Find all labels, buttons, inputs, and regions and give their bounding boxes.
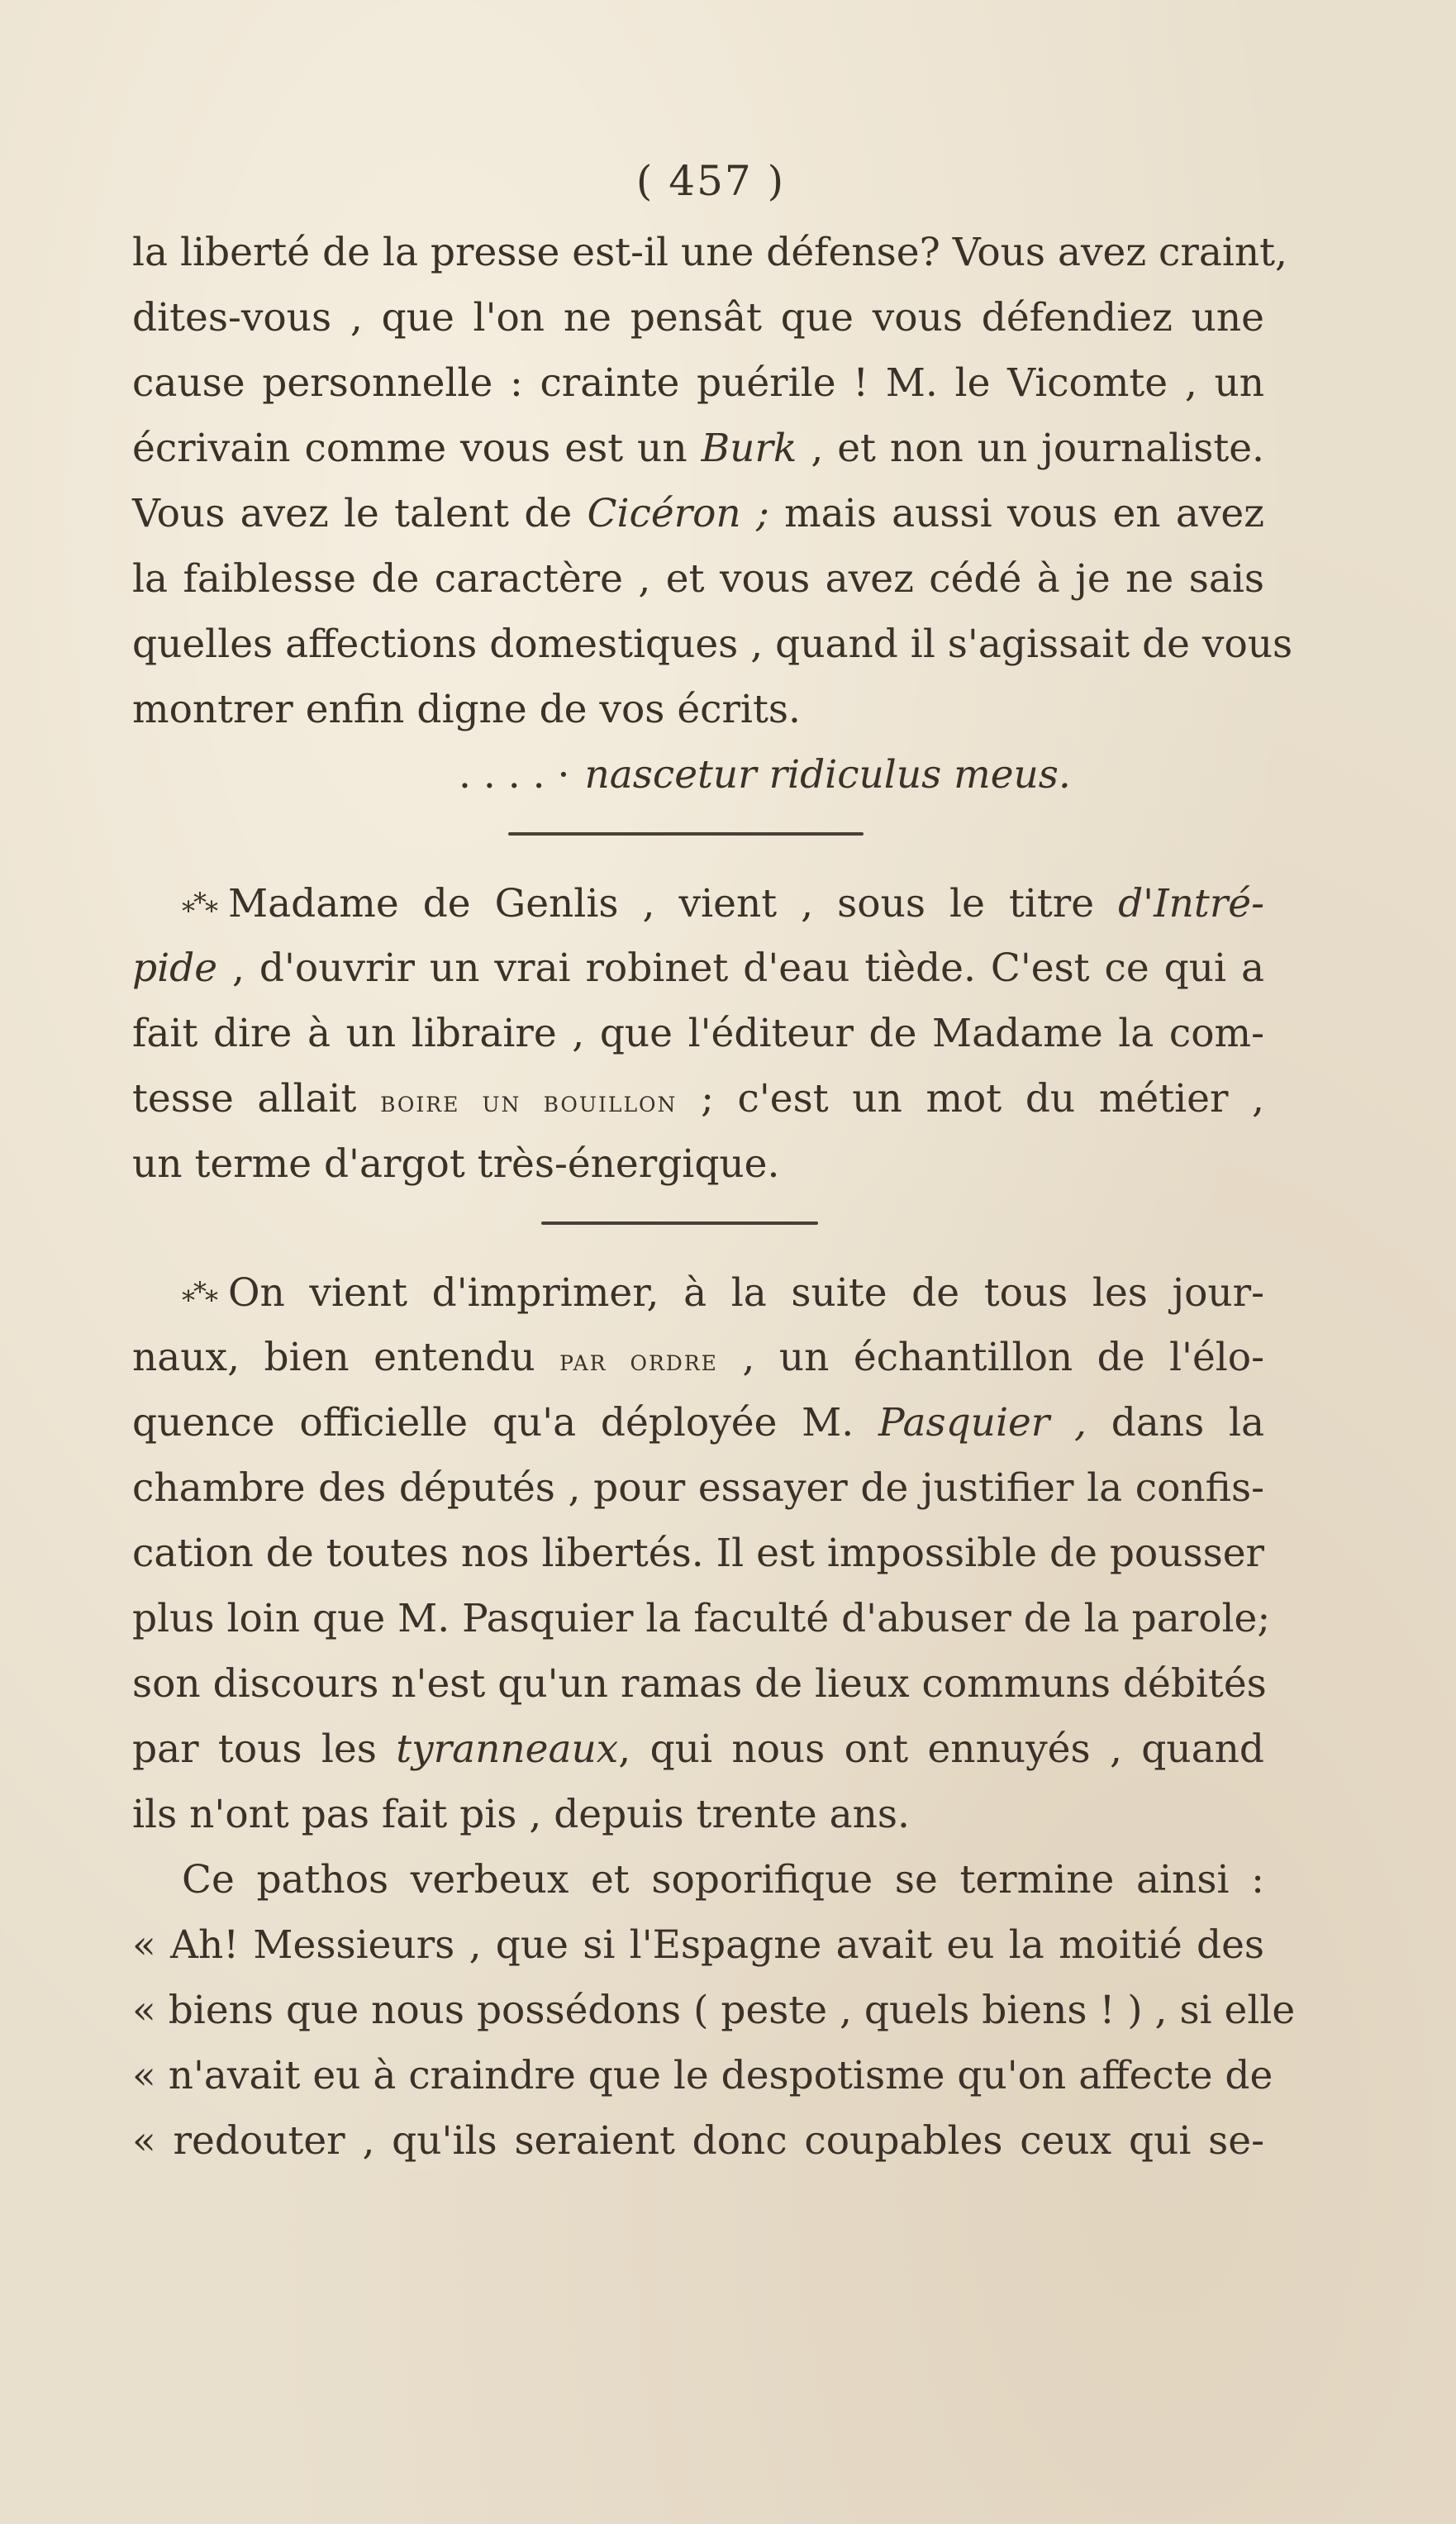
latin-quote bbox=[132, 742, 1264, 807]
italic-title: pide bbox=[132, 945, 218, 991]
text-line: chambre des députés , pour essayer de justifier la confis- bbox=[132, 1465, 1264, 1511]
text-span: , qui nous ont ennuyés , quand bbox=[618, 1726, 1264, 1772]
quote-text: nascetur ridiculus meus. bbox=[584, 752, 1071, 798]
text-line bbox=[132, 936, 1264, 1001]
text-line: quelles affections domestiques , quand il s'agissait de vous bbox=[132, 621, 1293, 667]
text-line bbox=[132, 1390, 1264, 1455]
italic-word: tyranneaux bbox=[396, 1726, 619, 1772]
section-divider bbox=[508, 832, 864, 836]
text-span: , et non un journaliste. bbox=[797, 426, 1264, 471]
text-line bbox=[132, 1717, 1264, 1782]
quote-dots: . . . . · bbox=[459, 752, 570, 798]
asterism-icon: ⁎*⁎ bbox=[182, 887, 216, 918]
text-line bbox=[132, 481, 1264, 546]
text-span: dans la bbox=[1086, 1400, 1264, 1445]
text-span: quence officielle qu'a déployée M. bbox=[132, 1400, 878, 1445]
text-span: par tous les bbox=[132, 1726, 397, 1772]
paragraph-4 bbox=[132, 1847, 1296, 2174]
text-line: Ce pathos verbeux et soporifique se termine ainsi : bbox=[182, 1857, 1264, 1903]
page-number: ( 457 ) bbox=[635, 157, 786, 205]
section-divider bbox=[541, 1222, 818, 1225]
text-span: , d'ouvrir un vrai robinet d'eau tiède. C'est ce qui a bbox=[217, 945, 1264, 991]
italic-name-pasquier: Pasquier , bbox=[878, 1400, 1087, 1445]
italic-name-burk: Burk bbox=[701, 426, 797, 471]
text-line: fait dire à un libraire , que l'éditeur de Madame la com- bbox=[132, 1011, 1264, 1056]
paragraph-1 bbox=[132, 220, 1293, 807]
text-span: tesse allait bbox=[132, 1076, 381, 1122]
text-line: « Ah! Messieurs , que si l'Espagne avait eu la moitié des bbox=[132, 1922, 1264, 1968]
text-line: montrer enfin digne de vos écrits. bbox=[132, 687, 801, 732]
text-line: ils n'ont pas fait pis , depuis trente ans. bbox=[132, 1792, 910, 1837]
paragraph-3 bbox=[132, 1260, 1271, 1847]
text-line: la faiblesse de caractère , et vous avez cédé à je ne sais bbox=[132, 556, 1264, 602]
text-line: « n'avait eu à craindre que le despotisme qu'on affecte de bbox=[132, 2053, 1273, 2098]
text-line bbox=[132, 870, 1264, 936]
small-caps-phrase: par ordre bbox=[559, 1344, 718, 1378]
text-line: la liberté de la presse est-il une défense? Vous avez craint, bbox=[132, 230, 1287, 275]
book-page bbox=[132, 157, 1296, 2174]
text-span: écrivain comme vous est un bbox=[132, 426, 702, 471]
paragraph-2 bbox=[132, 870, 1264, 1197]
text-line bbox=[132, 1260, 1264, 1325]
text-line: « redouter , qu'ils seraient donc coupables ceux qui se- bbox=[132, 2118, 1264, 2164]
text-line: « biens que nous possédons ( peste , quels biens ! ) , si elle bbox=[132, 1988, 1296, 2033]
text-line: cause personnelle : crainte puérile ! M. le Vicomte , un bbox=[132, 360, 1264, 406]
text-line bbox=[132, 416, 1264, 481]
text-line: son discours n'est qu'un ramas de lieux communs débités bbox=[132, 1661, 1267, 1707]
text-span: naux, bien entendu bbox=[132, 1335, 560, 1380]
text-span: Vous avez le talent de bbox=[132, 491, 588, 536]
italic-title: d'Intré- bbox=[1118, 881, 1264, 926]
text-line: un terme d'argot très-énergique. bbox=[132, 1141, 780, 1187]
text-line: cation de toutes nos libertés. Il est impossible de pousser bbox=[132, 1531, 1265, 1576]
italic-name-ciceron: Cicéron ; bbox=[587, 491, 769, 536]
text-span: ; c'est un mot du métier , bbox=[677, 1076, 1264, 1122]
text-line bbox=[132, 1066, 1264, 1131]
text-span: , un échantillon de l'élo- bbox=[717, 1335, 1264, 1380]
text-span: On vient d'imprimer, à la suite de tous les jour- bbox=[228, 1270, 1264, 1316]
text-line bbox=[132, 1325, 1264, 1390]
asterism-icon: ⁎*⁎ bbox=[182, 1276, 216, 1307]
text-span: mais aussi vous en avez bbox=[768, 491, 1264, 536]
text-span: Madame de Genlis , vient , sous le titre bbox=[228, 881, 1119, 926]
small-caps-phrase: boire un bouillon bbox=[380, 1085, 678, 1119]
text-line: dites-vous , que l'on ne pensât que vous défendiez une bbox=[132, 295, 1264, 341]
text-line: plus loin que M. Pasquier la faculté d'abuser de la parole; bbox=[132, 1596, 1271, 1641]
